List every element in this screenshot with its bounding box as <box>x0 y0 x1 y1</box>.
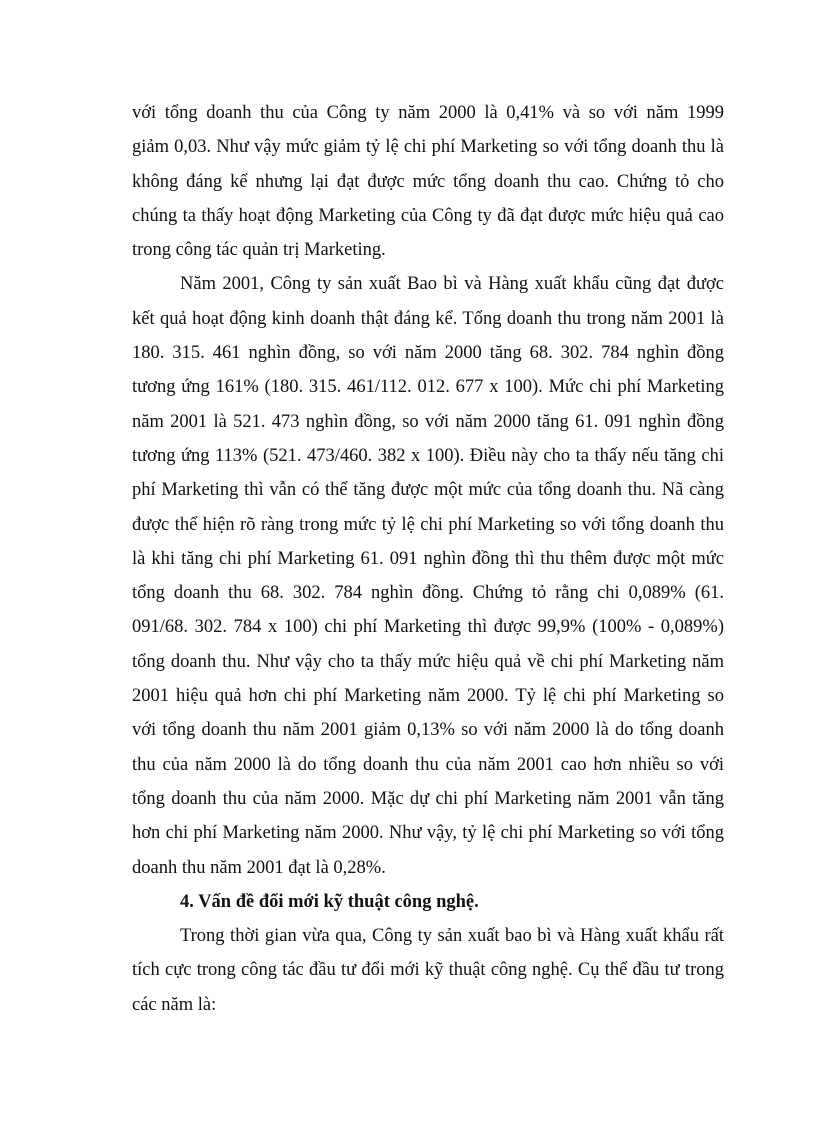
text-line: tổng doanh thu. Như vậy cho ta thấy mức hiệu quả về chi phí Marketing năm <box>132 651 724 672</box>
document-body <box>132 96 724 1022</box>
text-line: kết quả hoạt động kinh doanh thật đáng kể. Tổng doanh thu trong năm 2001 là <box>132 308 724 329</box>
text-line: không đáng kể nhưng lại đạt được mức tổng doanh thu cao. Chứng tỏ cho <box>132 171 724 192</box>
text-line: doanh thu năm 2001 đạt là 0,28%. <box>132 857 386 878</box>
text-line: năm 2001 là 521. 473 nghìn đồng, so với năm 2000 tăng 61. 091 nghìn đồng <box>132 411 724 432</box>
text-line: được thể hiện rõ ràng trong mức tỷ lệ chi phí Marketing so với tổng doanh thu <box>132 514 724 535</box>
text-line: tích cực trong công tác đầu tư đổi mới kỹ thuật công nghệ. Cụ thể đầu tư trong <box>132 960 724 981</box>
text-line: hơn chi phí Marketing năm 2000. Như vậy, tỷ lệ chi phí Marketing so với tổng <box>132 823 724 844</box>
text-line: tương ứng 113% (521. 473/460. 382 x 100). Điều này cho ta thấy nếu tăng chi <box>132 445 724 466</box>
text-line: thu của năm 2000 là do tổng doanh thu của năm 2001 cao hơn nhiều so với <box>132 754 724 775</box>
text-line: tương ứng 161% (180. 315. 461/112. 012. 677 x 100). Mức chi phí Marketing <box>132 377 724 398</box>
text-line: với tổng doanh thu của Công ty năm 2000 là 0,41% và so với năm 1999 <box>132 103 724 123</box>
section-heading: 4. Vấn đề đổi mới kỹ thuật công nghệ. <box>180 891 479 912</box>
text-line: tổng doanh thu 68. 302. 784 nghìn đồng. Chứng tỏ rằng chi 0,089% (61. <box>132 583 724 604</box>
text-line: giảm 0,03. Như vậy mức giảm tỷ lệ chi phí Marketing so với tổng doanh thu là <box>132 137 724 158</box>
text-line: là khi tăng chi phí Marketing 61. 091 nghìn đồng thì thu thêm được một mức <box>132 548 724 569</box>
text-line: tổng doanh thu của năm 2000. Mặc dự chi phí Marketing năm 2001 vẫn tăng <box>132 788 724 809</box>
text-line: Trong thời gian vừa qua, Công ty sản xuất bao bì và Hàng xuất khẩu rất <box>180 926 724 947</box>
text-line: chúng ta thấy hoạt động Marketing của Công ty đã đạt được mức hiệu quả cao <box>132 205 724 226</box>
text-line: Năm 2001, Công ty sản xuất Bao bì và Hàng xuất khẩu cũng đạt được <box>180 274 724 295</box>
text-line: trong công tác quản trị Marketing. <box>132 240 386 261</box>
text-line: phí Marketing thì vẫn có thể tăng được một mức của tổng doanh thu. Nã càng <box>132 480 724 501</box>
text-line: các năm là: <box>132 994 217 1015</box>
text-line: 091/68. 302. 784 x 100) chi phí Marketing thì được 99,9% (100% - 0,089%) <box>132 617 724 638</box>
text-line: 2001 hiệu quả hơn chi phí Marketing năm 2000. Tỷ lệ chi phí Marketing so <box>132 686 724 707</box>
text-line: 180. 315. 461 nghìn đồng, so với năm 2000 tăng 68. 302. 784 nghìn đồng <box>132 343 724 364</box>
text-line: với tổng doanh thu năm 2001 giảm 0,13% so với năm 2000 là do tổng doanh <box>132 720 724 741</box>
